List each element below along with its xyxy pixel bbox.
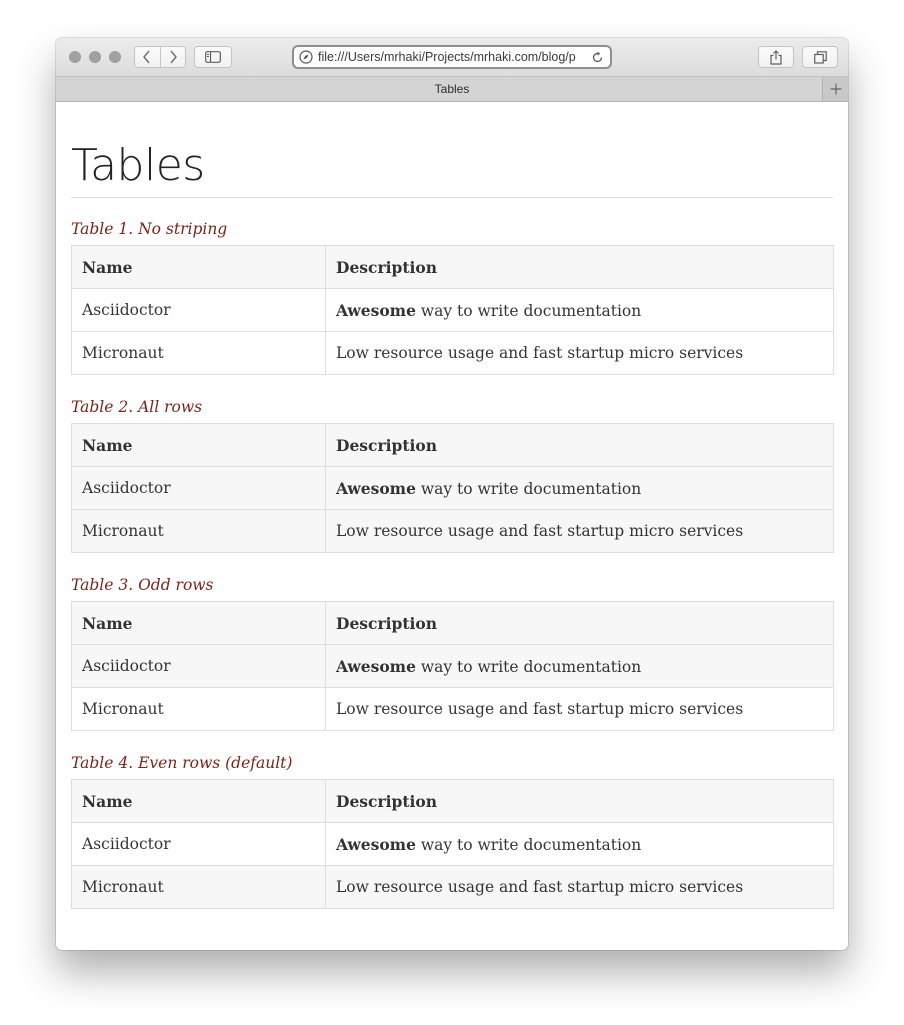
column-header-description: Description [326, 246, 834, 289]
column-header-description: Description [326, 424, 834, 467]
cell-name: Micronaut [72, 866, 326, 909]
page-title: Tables [71, 140, 205, 191]
back-button[interactable] [135, 47, 160, 67]
tabs-overview-icon [814, 51, 827, 64]
column-header-description: Description [326, 602, 834, 645]
description-text: way to write documentation [415, 301, 642, 320]
cell-name: Micronaut [72, 332, 326, 375]
url-text: file:///Users/mrhaki/Projects/mrhaki.com/blog/p [318, 50, 576, 64]
emphasis-text: Awesome [336, 478, 416, 498]
forward-button[interactable] [160, 47, 186, 67]
data-table [71, 601, 834, 731]
reload-icon[interactable] [591, 51, 604, 64]
column-header-name: Name [72, 424, 326, 467]
cell-name: Asciidoctor [72, 823, 326, 866]
cell-name: Asciidoctor [72, 289, 326, 332]
tab-tables[interactable]: Tables [434, 82, 470, 96]
close-window-button[interactable] [69, 51, 81, 63]
description-text: way to write documentation [415, 479, 642, 498]
table-header-row [72, 424, 834, 467]
title-divider [71, 197, 833, 198]
table-row [72, 645, 834, 688]
column-header-name: Name [72, 780, 326, 823]
emphasis-text: Awesome [336, 656, 416, 676]
compass-icon [299, 50, 313, 64]
column-header-name: Name [72, 602, 326, 645]
table-row [72, 289, 834, 332]
cell-name: Micronaut [72, 510, 326, 553]
table-header-row [72, 780, 834, 823]
table-caption: Table 3. Odd rows [71, 576, 214, 594]
table-caption: Table 2. All rows [71, 398, 203, 416]
table-row [72, 823, 834, 866]
share-button[interactable] [758, 46, 794, 68]
history-navigation [134, 46, 186, 68]
data-table [71, 779, 834, 909]
table-block-odd-rows [71, 573, 833, 731]
cell-name: Micronaut [72, 688, 326, 731]
cell-description: Low resource usage and fast startup micro services [326, 688, 834, 731]
zoom-window-button[interactable] [109, 51, 121, 63]
sidebar-icon [205, 51, 221, 63]
table-block-no-striping [71, 217, 833, 375]
column-header-description: Description [326, 780, 834, 823]
description-text: way to write documentation [415, 657, 642, 676]
emphasis-text: Awesome [336, 834, 416, 854]
share-icon [770, 50, 782, 65]
table-row [72, 332, 834, 375]
chevron-right-icon [168, 50, 178, 64]
browser-window [56, 38, 848, 950]
column-header-name: Name [72, 246, 326, 289]
cell-description [326, 467, 834, 510]
table-block-even-rows [71, 751, 833, 909]
cell-description: Low resource usage and fast startup micro services [326, 866, 834, 909]
table-block-all-rows [71, 395, 833, 553]
table-header-row [72, 246, 834, 289]
minimize-window-button[interactable] [89, 51, 101, 63]
description-text: way to write documentation [415, 835, 642, 854]
table-row [72, 467, 834, 510]
cell-description [326, 645, 834, 688]
cell-description [326, 289, 834, 332]
tab-bar [56, 77, 848, 102]
plus-icon [830, 83, 842, 95]
chevron-left-icon [142, 50, 152, 64]
show-tabs-button[interactable] [802, 46, 838, 68]
table-header-row [72, 602, 834, 645]
emphasis-text: Awesome [336, 300, 416, 320]
table-row [72, 510, 834, 553]
cell-name: Asciidoctor [72, 467, 326, 510]
address-bar[interactable] [292, 45, 612, 69]
table-row [72, 866, 834, 909]
cell-name: Asciidoctor [72, 645, 326, 688]
table-caption: Table 4. Even rows (default) [71, 754, 293, 772]
data-table [71, 245, 834, 375]
cell-description: Low resource usage and fast startup micro services [326, 510, 834, 553]
page-content [56, 102, 848, 909]
sidebar-toggle-button[interactable] [194, 46, 232, 68]
browser-toolbar [56, 38, 848, 77]
table-caption: Table 1. No striping [71, 220, 228, 238]
table-row [72, 688, 834, 731]
cell-description: Low resource usage and fast startup micro services [326, 332, 834, 375]
cell-description [326, 823, 834, 866]
data-table [71, 423, 834, 553]
new-tab-button[interactable] [822, 77, 848, 101]
